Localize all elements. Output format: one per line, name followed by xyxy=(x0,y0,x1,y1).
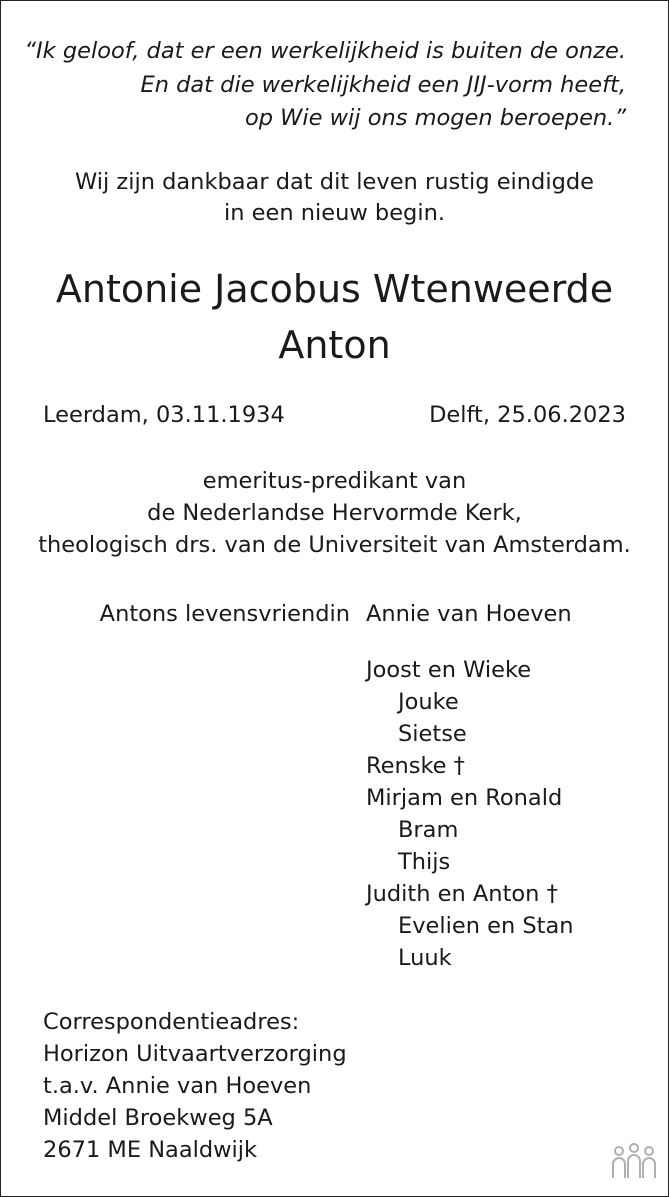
correspondence-heading: Correspondentieadres: xyxy=(43,1009,300,1035)
description-line-1: emeritus-predikant van xyxy=(202,468,467,494)
deceased-call-name: Anton xyxy=(278,323,391,367)
description-line-2: de Nederlandse Hervormde Kerk, xyxy=(147,500,522,526)
correspondence-line-4: 2671 ME Naaldwijk xyxy=(43,1137,258,1163)
family-member: Thijs xyxy=(398,849,451,875)
correspondence-line-3: Middel Broekweg 5A xyxy=(43,1105,273,1131)
deceased-full-name: Antonie Jacobus Wtenweerde xyxy=(55,267,614,311)
family-member: Jouke xyxy=(398,689,459,715)
description-line-3: theologisch drs. van de Universiteit van Amsterdam. xyxy=(38,532,631,558)
quote-line-1: “Ik geloof, dat er een werkelijkheid is buiten de onze. xyxy=(24,38,626,64)
partner-label: Antons levensvriendin xyxy=(99,601,350,627)
partner-name: Annie van Hoeven xyxy=(366,601,572,627)
family-member: Bram xyxy=(398,817,459,843)
birth-place-date: Leerdam, 03.11.1934 xyxy=(43,402,285,428)
people-group-icon xyxy=(610,1142,658,1182)
thanks-line-2: in een nieuw begin. xyxy=(223,200,445,226)
thanks-line-1: Wij zijn dankbaar dat dit leven rustig eindigde xyxy=(74,169,594,195)
family-member: Evelien en Stan xyxy=(398,913,574,939)
family-member: Mirjam en Ronald xyxy=(366,785,563,811)
family-member: Sietse xyxy=(398,721,467,747)
family-member: Luuk xyxy=(398,945,452,971)
quote-line-2: En dat die werkelijkheid een JIJ-vorm heeft, xyxy=(140,72,626,98)
family-member: Joost en Wieke xyxy=(366,657,532,683)
correspondence-line-1: Horizon Uitvaartverzorging xyxy=(43,1041,347,1067)
death-place-date: Delft, 25.06.2023 xyxy=(429,402,626,428)
quote-line-3: op Wie wij ons mogen beroepen.” xyxy=(244,105,626,131)
family-member: Renske † xyxy=(366,753,465,779)
correspondence-line-2: t.a.v. Annie van Hoeven xyxy=(43,1073,312,1099)
family-member: Judith en Anton † xyxy=(366,881,558,907)
